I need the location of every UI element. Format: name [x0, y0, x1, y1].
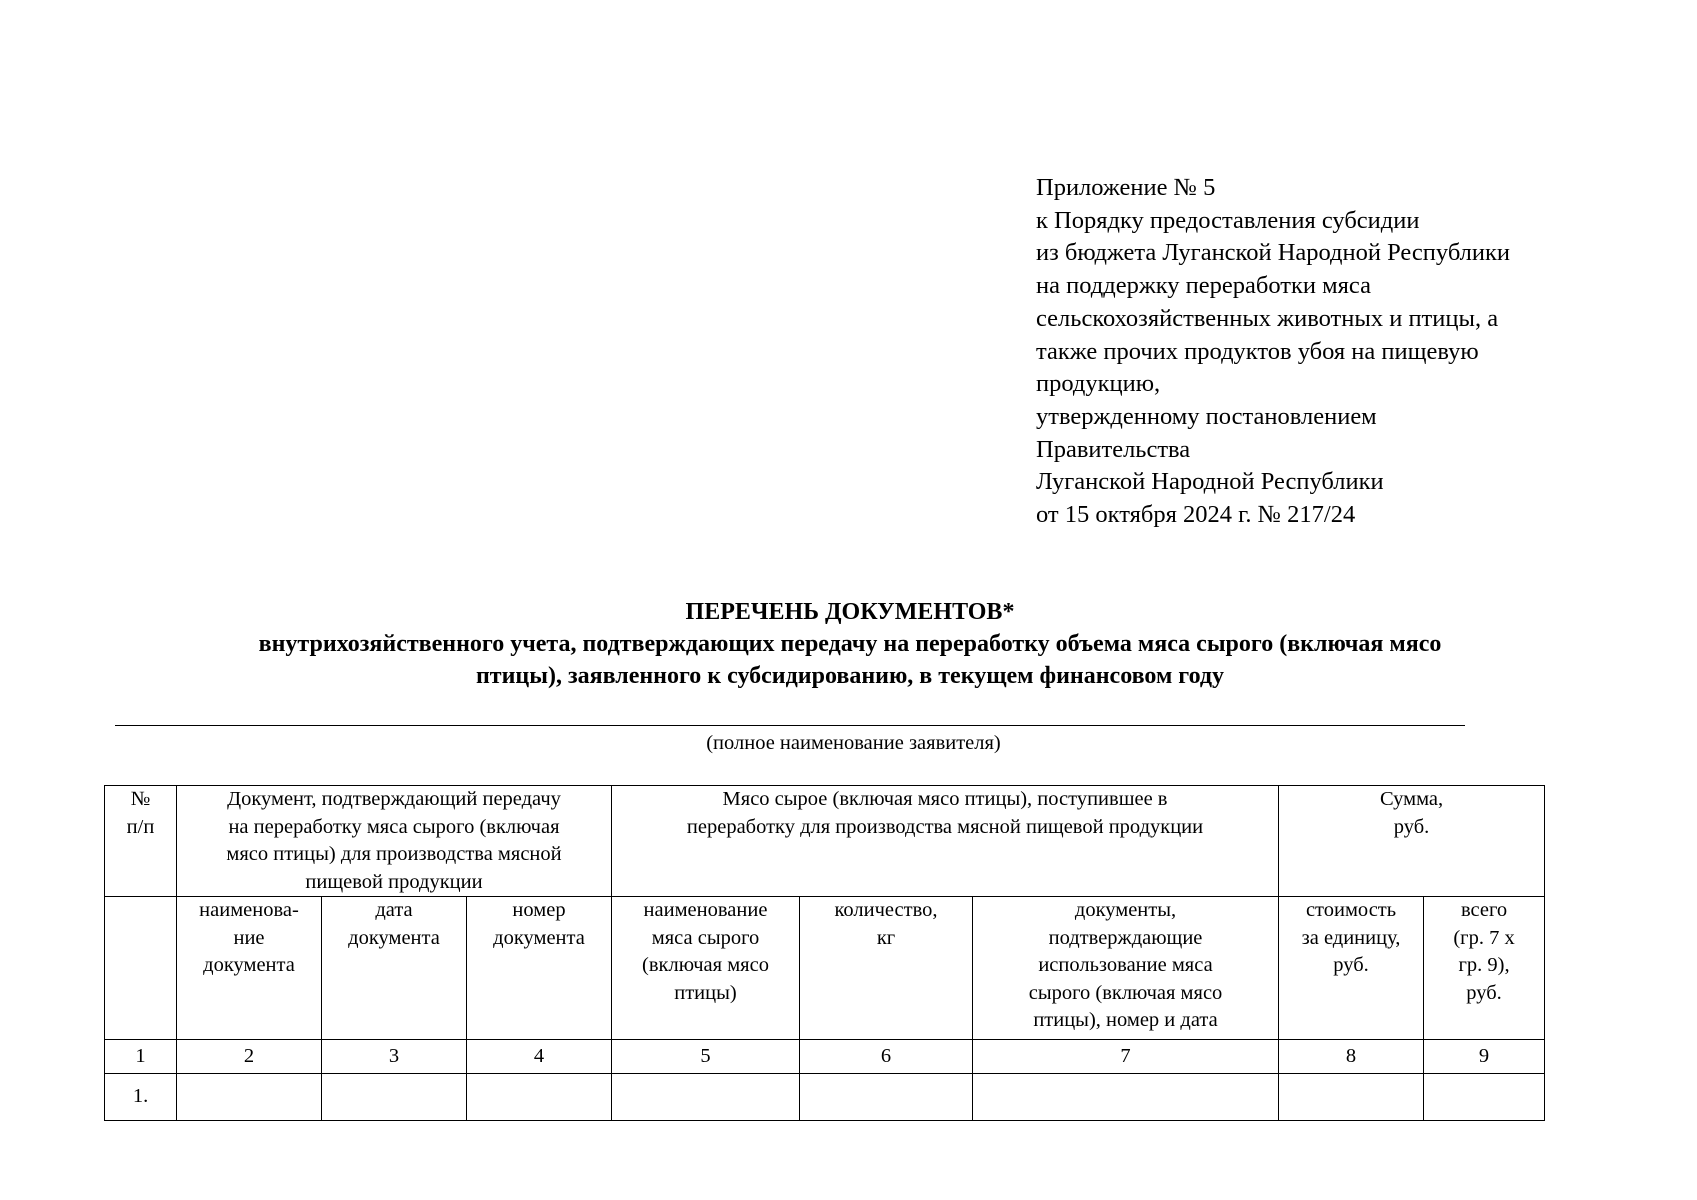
table-cell — [177, 1074, 322, 1121]
appendix-line: к Порядку предоставления субсидии — [1036, 206, 1420, 234]
column-number: 7 — [973, 1040, 1279, 1074]
table-cell — [1424, 1074, 1545, 1121]
title-subtitle-line-1: внутрихозяйственного учета, подтверждающих передачу на переработку объема мяса сырого (включая мясо — [258, 631, 1442, 657]
appendix-line: Приложение № 5 — [1036, 174, 1216, 201]
header-usage-documents: документы, подтверждающие использование мяса сырого (включая мясо птицы), номер и дата — [973, 897, 1279, 1040]
title-subtitle-line-2: птицы), заявленного к субсидированию, в текущем финансовом году — [475, 663, 1225, 689]
table-row — [105, 1074, 1545, 1121]
applicant-name-line — [115, 725, 1465, 726]
header-document-date: дата документа — [322, 897, 467, 1040]
column-number: 1 — [105, 1040, 177, 1074]
appendix-header — [1036, 172, 1656, 532]
column-number: 8 — [1279, 1040, 1424, 1074]
documents-table — [104, 785, 1545, 1121]
row-number: 1. — [105, 1074, 177, 1121]
header-document-name: наименова- ние документа — [177, 897, 322, 1040]
table-column-numbers-row — [105, 1040, 1545, 1074]
appendix-line: сельскохозяйственных животных и птицы, а — [1036, 304, 1499, 332]
header-transfer-document: Документ, подтверждающий передачу на переработку мяса сырого (включая мясо птицы) для производства мясной пищевой продукции — [177, 786, 612, 897]
column-number: 4 — [467, 1040, 612, 1074]
appendix-line: от 15 октября 2024 г. № 217/24 — [1036, 501, 1356, 529]
title-main: ПЕРЕЧЕНЬ ДОКУМЕНТОВ* — [685, 599, 1015, 625]
header-number: № п/п — [105, 786, 177, 897]
table-cell — [467, 1074, 612, 1121]
document-title — [100, 596, 1600, 692]
header-document-number: номер документа — [467, 897, 612, 1040]
header-raw-meat-name: наименование мяса сырого (включая мясо птицы) — [612, 897, 800, 1040]
table-cell — [1279, 1074, 1424, 1121]
header-unit-cost: стоимость за единицу, руб. — [1279, 897, 1424, 1040]
header-raw-meat: Мясо сырое (включая мясо птицы), поступившее в переработку для производства мясной пищевой продукции — [612, 786, 1279, 897]
column-number: 2 — [177, 1040, 322, 1074]
appendix-line: на поддержку переработки мяса — [1036, 272, 1371, 300]
table-cell — [612, 1074, 800, 1121]
column-number: 6 — [800, 1040, 973, 1074]
appendix-line: продукцию, — [1036, 370, 1161, 398]
appendix-line: Правительства — [1036, 435, 1191, 463]
table-header-row-columns — [105, 897, 1545, 1040]
header-total: всего (гр. 7 х гр. 9), руб. — [1424, 897, 1545, 1040]
applicant-name-caption: (полное наименование заявителя) — [706, 732, 1001, 754]
header-quantity: количество, кг — [800, 897, 973, 1040]
appendix-line: утвержденному постановлением — [1036, 402, 1377, 430]
table-cell — [322, 1074, 467, 1121]
appendix-line: Луганской Народной Республики — [1036, 468, 1384, 496]
column-number: 3 — [322, 1040, 467, 1074]
header-sum: Сумма, руб. — [1279, 786, 1545, 897]
appendix-line: также прочих продуктов убоя на пищевую — [1036, 337, 1479, 365]
table-cell — [973, 1074, 1279, 1121]
column-number: 5 — [612, 1040, 800, 1074]
column-number: 9 — [1424, 1040, 1545, 1074]
appendix-line: из бюджета Луганской Народной Республики — [1036, 239, 1511, 267]
header-empty-cell — [105, 897, 177, 1040]
table-cell — [800, 1074, 973, 1121]
table-header-row-groups — [105, 786, 1545, 897]
